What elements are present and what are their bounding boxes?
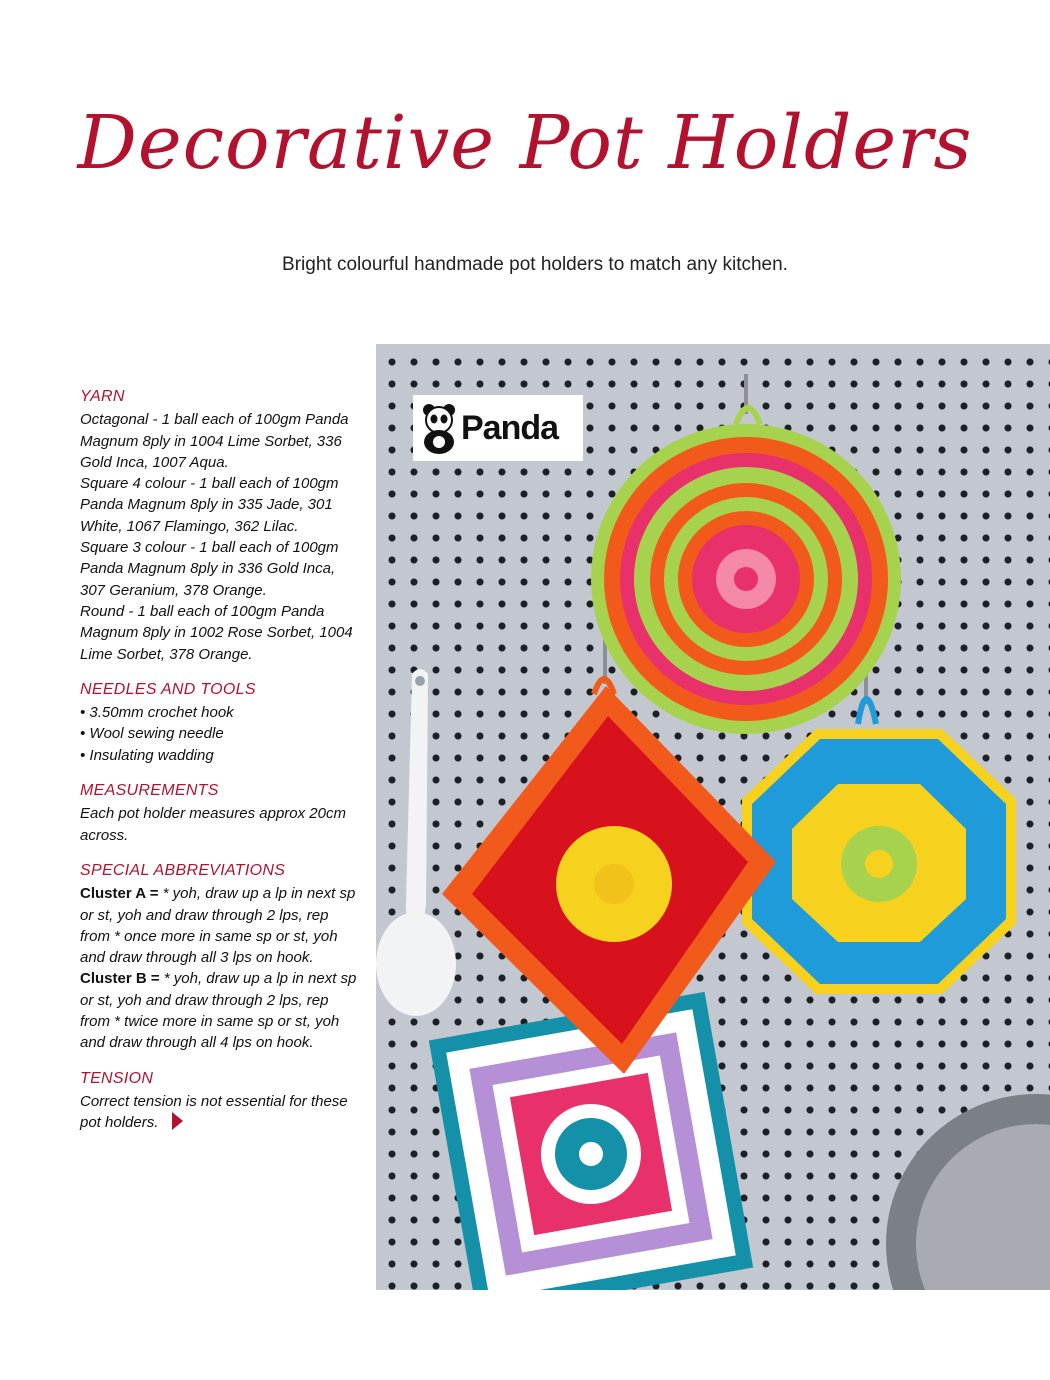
- tension-heading: TENSION: [80, 1069, 154, 1087]
- abbreviations-section: [80, 860, 360, 1054]
- pattern-details: [80, 386, 360, 1148]
- cluster-a-label: Cluster A =: [80, 885, 159, 903]
- octagon-pot-holder: [742, 699, 1016, 994]
- yarn-square-4: Square 4 colour - 1 ball each of 100gm Panda Magnum 8ply in 335 Jade, 301 White, 1067 Flamingo, 362 Lilac.: [80, 475, 339, 535]
- continue-arrow-icon[interactable]: [172, 1112, 183, 1130]
- cluster-a: [80, 883, 360, 968]
- measurements-heading: MEASUREMENTS: [80, 782, 219, 800]
- cluster-b-text: * yoh, draw up a lp in next sp or st, yoh and draw through 2 lps, rep from * twice more in same sp or st, yoh and draw through all 4 lps on hook.: [80, 970, 357, 1052]
- yarn-square-3: Square 3 colour - 1 ball each of 100gm Panda Magnum 8ply in 336 Gold Inca, 307 Geranium, 378 Orange.: [80, 539, 339, 599]
- yarn-heading: YARN: [80, 388, 125, 405]
- square-3-colour-pot-holder: [442, 679, 776, 1074]
- tension-text-body: Correct tension is not essential for these pot holders.: [80, 1092, 348, 1132]
- cluster-b-label: Cluster B =: [80, 970, 160, 988]
- panda-icon: [419, 402, 459, 454]
- abbreviations-heading: SPECIAL ABBREVIATIONS: [80, 861, 286, 879]
- round-pot-holder: [591, 408, 901, 734]
- ladle-handle: [406, 669, 428, 936]
- panda-logo: [413, 395, 583, 461]
- needles-heading: NEEDLES AND TOOLS: [80, 680, 256, 698]
- page-subtitle: Bright colourful handmade pot holders to match any kitchen.: [282, 254, 788, 275]
- ladle-hole: [415, 676, 425, 686]
- tension-text: [80, 1091, 360, 1134]
- panda-logo-text: Panda: [461, 408, 559, 447]
- page-title: Decorative Pot Holders: [77, 100, 973, 186]
- needles-section: [80, 679, 360, 766]
- yarn-round: Round - 1 ball each of 100gm Panda Magnum 8ply in 1002 Rose Sorbet, 1004 Lime Sorbet, 378 Orange.: [80, 602, 353, 663]
- needles-item: • 3.50mm crochet hook: [80, 702, 360, 723]
- pot-holders-photo: [376, 344, 1050, 1290]
- ladle-bowl: [376, 912, 456, 1016]
- measurements-text: Each pot holder measures approx 20cm across.: [80, 805, 346, 844]
- photo-illustration: [376, 344, 1050, 1290]
- yarn-section: [80, 386, 360, 665]
- cluster-b: [80, 968, 360, 1053]
- tension-section: [80, 1068, 360, 1134]
- needles-item: • Wool sewing needle: [80, 723, 360, 744]
- yarn-octagonal: Octagonal - 1 ball each of 100gm Panda Magnum 8ply in 1004 Lime Sorbet, 336 Gold Inca, 1007 Aqua.: [80, 411, 349, 471]
- cluster-a-text: * yoh, draw up a lp in next sp or st, yoh and draw through 2 lps, rep from * once more in same sp or st, yoh and draw through all 3 lps on hook.: [80, 885, 356, 967]
- measurements-section: [80, 780, 360, 846]
- needles-item: • Insulating wadding: [80, 745, 360, 766]
